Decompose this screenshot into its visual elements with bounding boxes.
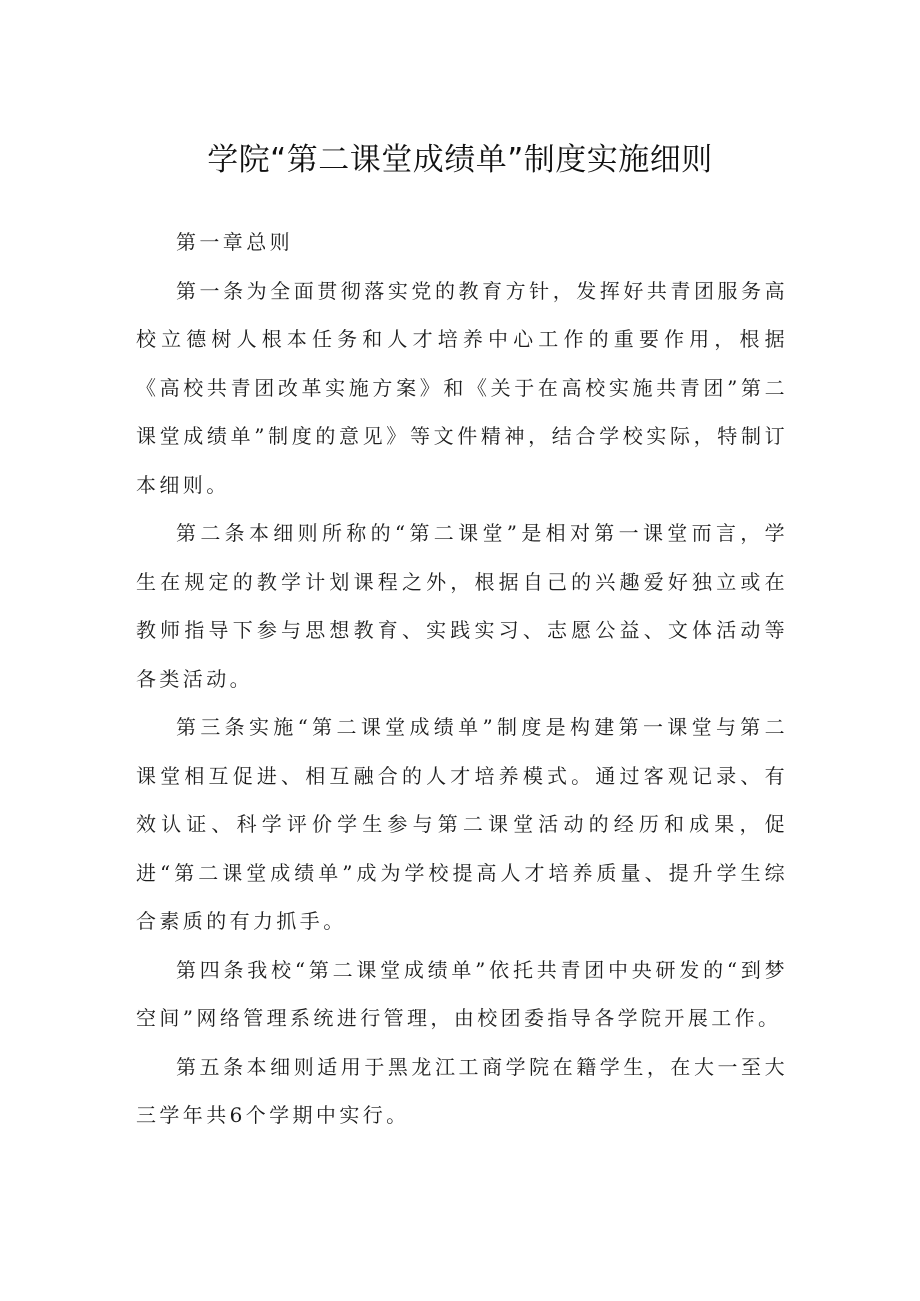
article-3: 第三条实施“第二课堂成绩单”制度是构建第一课堂与第二课堂相互促进、相互融合的人才培养模式。通过客观记录、有效认证、科学评价学生参与第二课堂活动的经历和成果，促进“第二课堂成绩单”成为学校提高人才培养质量、提升学生综合素质的有力抓手。 — [136, 715, 788, 933]
article-2: 第二条本细则所称的“第二课堂”是相对第一课堂而言，学生在规定的教学计划课程之外，根据自己的兴趣爱好独立或在教师指导下参与思想教育、实践实习、志愿公益、文体活动等各类活动。 — [136, 521, 788, 691]
document-title: 学院“第二课堂成绩单”制度实施细则 — [207, 142, 713, 178]
document-body — [136, 218, 788, 1140]
article-5: 第五条本细则适用于黑龙江工商学院在籍学生，在大一至大三学年共6个学期中实行。 — [136, 1054, 788, 1127]
article-4: 第四条我校“第二课堂成绩单”依托共青团中央研发的“到梦空间”网络管理系统进行管理，由校团委指导各学院开展工作。 — [136, 957, 788, 1030]
chapter-heading: 第一章总则 — [176, 230, 293, 254]
article-1: 第一条为全面贯彻落实党的教育方针，发挥好共青团服务高校立德树人根本任务和人才培养中心工作的重要作用，根据《高校共青团改革实施方案》和《关于在高校实施共青团”第二课堂成绩单”制度的意见》等文件精神，结合学校实际，特制订本细则。 — [136, 278, 788, 497]
